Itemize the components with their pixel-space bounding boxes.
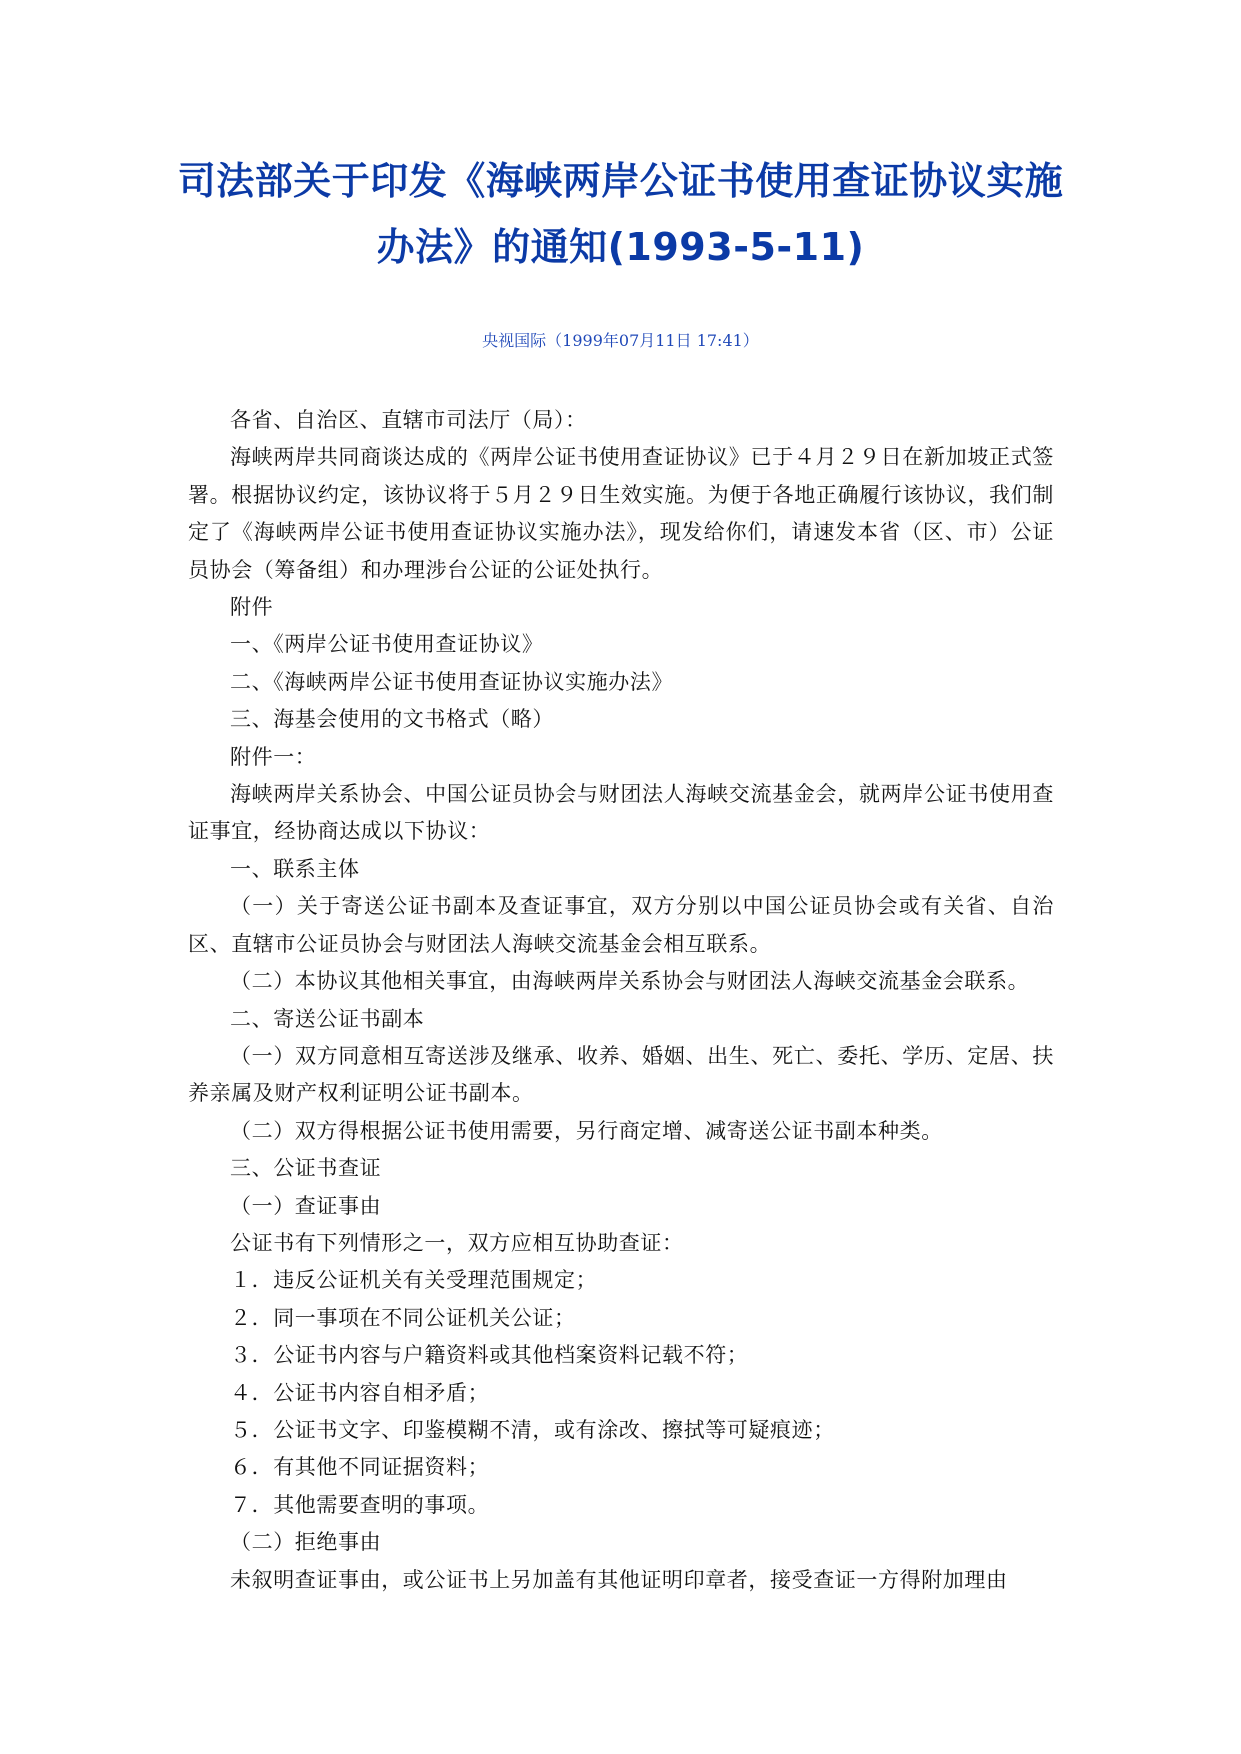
document-title [150, 148, 1091, 280]
paragraph: ２．同一事项在不同公证机关公证； [230, 1305, 576, 1330]
paragraph: １．违反公证机关有关受理范围规定； [230, 1268, 598, 1293]
paragraph: 附件 [230, 595, 274, 620]
paragraph: ３．公证书内容与户籍资料或其他档案资料记载不符； [230, 1343, 749, 1368]
paragraph: （二）拒绝事由 [230, 1530, 382, 1555]
paragraph: 一、《两岸公证书使用查证协议》 [230, 632, 544, 657]
paragraph: 海峡两岸共同商谈达成的《两岸公证书使用查证协议》已于４月２９日在新加坡正式签署。根据协议约定，该协议将于５月２９日生效实施。为便于各地正确履行该协议，我们制定了《海峡两岸公证书使用查证协议实施办法》，现发给你们，请速发本省（区、市）公证员协会（筹备组）和办理涉台公证的公证处执行。 [188, 445, 1054, 582]
paragraph: 一、联系主体 [230, 856, 360, 881]
paragraph: 附件一： [230, 744, 317, 769]
paragraph: （一）双方同意相互寄送涉及继承、收养、婚姻、出生、死亡、委托、学历、定居、扶养亲属及财产权利证明公证书副本。 [188, 1043, 1054, 1106]
document-title-line-2: 办法》的通知(1993-5-11) [376, 225, 865, 269]
paragraph: （二）双方得根据公证书使用需要，另行商定增、减寄送公证书副本种类。 [230, 1118, 943, 1143]
paragraph: （二）本协议其他相关事宜，由海峡两岸关系协会与财团法人海峡交流基金会联系。 [230, 969, 1030, 994]
paragraph: 二、《海峡两岸公证书使用查证协议实施办法》 [230, 669, 674, 694]
paragraph: 三、公证书查证 [230, 1156, 382, 1181]
paragraph: （一）关于寄送公证书副本及查证事宜，双方分别以中国公证员协会或有关省、自治区、直辖市公证员协会与财团法人海峡交流基金会相互联系。 [188, 894, 1054, 956]
paragraph: 各省、自治区、直辖市司法厅（局）： [230, 408, 587, 432]
paragraph: 二、寄送公证书副本 [230, 1006, 425, 1031]
document-source: 央视国际（1999年07月11日 17:41） [482, 331, 759, 350]
paragraph: 海峡两岸关系协会、中国公证员协会与财团法人海峡交流基金会，就两岸公证书使用查证事宜，经协商达成以下协议： [188, 782, 1054, 844]
paragraph: ５．公证书文字、印鉴模糊不清，或有涂改、擦拭等可疑痕迹； [230, 1417, 835, 1442]
paragraph: 公证书有下列情形之一，双方应相互协助查证： [230, 1230, 684, 1255]
paragraph: ６．有其他不同证据资料； [230, 1455, 490, 1480]
paragraph: ７．其他需要查明的事项。 [230, 1492, 490, 1517]
paragraph: ４．公证书内容自相矛盾； [230, 1380, 490, 1405]
paragraph: 三、海基会使用的文书格式（略） [230, 707, 554, 732]
document-title-line-1: 司法部关于印发《海峡两岸公证书使用查证协议实施 [177, 159, 1064, 203]
paragraph: （一）查证事由 [230, 1193, 382, 1218]
document-body [188, 402, 1054, 1599]
paragraph: 未叙明查证事由，或公证书上另加盖有其他证明印章者，接受查证一方得附加理由 [230, 1567, 1008, 1592]
